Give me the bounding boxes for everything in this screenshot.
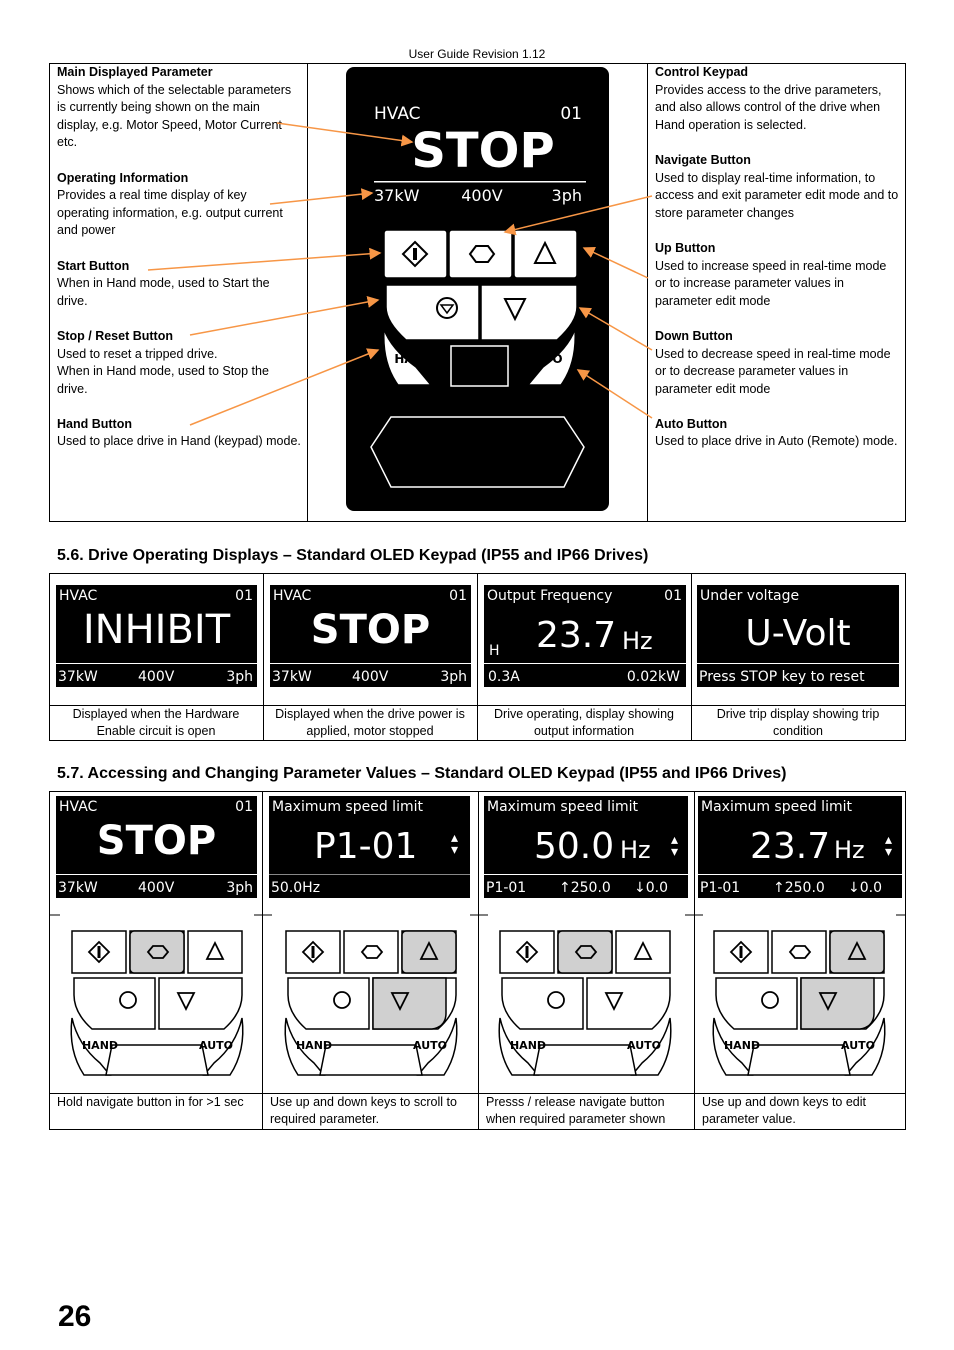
keypad-step-1 bbox=[71, 931, 243, 1075]
scroll-arrows-icon: ▴ ▾ bbox=[884, 832, 892, 860]
caption-56-1: Displayed when the Hardware Enable circuit is open bbox=[72, 707, 240, 738]
callout-arrows bbox=[0, 0, 954, 522]
edit-display-value-23: Maximum speed limit 23.7 Hz ▴ ▾ P1-01 ↑250.0 ↓0.0 bbox=[698, 796, 902, 898]
caption-57-2: Use up and down keys to scroll to required parameter. bbox=[270, 1095, 457, 1126]
keypad-voltage: 400V bbox=[461, 186, 503, 205]
edit-display-stop: HVAC 01 STOP 37kW 400V 3ph bbox=[56, 796, 257, 898]
right-descriptions: Control Keypad Provides access to the drive parameters, and also allows control of the drive when Hand operation is selected. Navigate Button Used to display real-time information, to access and exit parameter edit mode and to store parameter changes Up Button Used to increase speed in real-time mode or to increase parameter values in parameter edit mode Down Button Used to decrease speed in real-time mode or to decrease parameter values in parameter edit mode Auto Button Used to place drive in Auto (Remote) mode. bbox=[655, 65, 899, 449]
keypad-step-3 bbox=[499, 931, 671, 1075]
keypad-step-4 bbox=[713, 931, 885, 1075]
section-56-title: 5.6. Drive Operating Displays – Standard OLED Keypad (IP55 and IP66 Drives) bbox=[57, 547, 649, 564]
display-stop: HVAC 01 STOP 37kW 400V 3ph bbox=[270, 585, 471, 687]
keypad-top-left: HVAC bbox=[374, 104, 421, 124]
section-57-title: 5.7. Accessing and Changing Parameter Values – Standard OLED Keypad (IP55 and IP66 Drives) bbox=[57, 765, 787, 782]
stop-reset-body: Used to reset a tripped drive. When in Hand mode, used to Stop the drive. bbox=[57, 346, 269, 396]
keypad-power: 37kW bbox=[374, 186, 420, 205]
display-inhibit: HVAC 01 INHIBIT 37kW 400V 3ph bbox=[56, 585, 257, 687]
display-output-frequency: Output Frequency 01 23.7 Hz H 0.3A 0.02kW bbox=[484, 585, 686, 687]
caption-56-3: Drive operating, display showing output information bbox=[494, 707, 674, 738]
auto-label: AUTO bbox=[525, 352, 563, 366]
keypad-phase: 3ph bbox=[551, 186, 582, 205]
edit-display-value-50: Maximum speed limit 50.0 Hz ▴ ▾ P1-01 ↑250.0 ↓0.0 bbox=[484, 796, 688, 898]
keypad-step-2 bbox=[285, 931, 457, 1075]
caption-56-4: Drive trip display showing trip condition bbox=[716, 707, 880, 738]
caption-57-3: Presss / release navigate button when required parameter shown bbox=[486, 1095, 666, 1126]
scroll-arrows-icon: ▴ ▾ bbox=[670, 832, 678, 860]
edit-display-parameter: Maximum speed limit P1-01 ▴ ▾ 50.0Hz bbox=[269, 796, 470, 898]
keypad-top-right: 01 bbox=[560, 104, 582, 124]
display-under-voltage: Under voltage U-Volt Press STOP key to reset bbox=[697, 585, 899, 687]
caption-57-1: Hold navigate button in for >1 sec bbox=[57, 1095, 244, 1109]
caption-57-4: Use up and down keys to edit parameter value. bbox=[702, 1095, 866, 1126]
left-descriptions: Main Displayed Parameter Shows which of the selectable parameters is currently being shown on the main display, e.g. Motor Speed, Motor Current etc. Operating Information Provides a real time display of key operating information, e.g. output current and power Start Button When in Hand mode, used to Start the drive. Stop / Reset Button Used to reset a tripped drive. When in Hand mode, used to Stop the drive. Hand Button Used to place drive in Hand (keypad) mode. bbox=[57, 65, 301, 449]
caption-56-2: Displayed when the drive power is applied, motor stopped bbox=[275, 707, 465, 738]
hand-label: HAND bbox=[394, 352, 434, 366]
keypad-main-text: STOP bbox=[411, 123, 555, 179]
scroll-arrows-icon: ▴ ▾ bbox=[450, 830, 458, 858]
running-header: User Guide Revision 1.12 bbox=[408, 47, 546, 61]
page-number: 26 bbox=[58, 1300, 92, 1333]
small-keypads: HAND bbox=[0, 905, 954, 1090]
